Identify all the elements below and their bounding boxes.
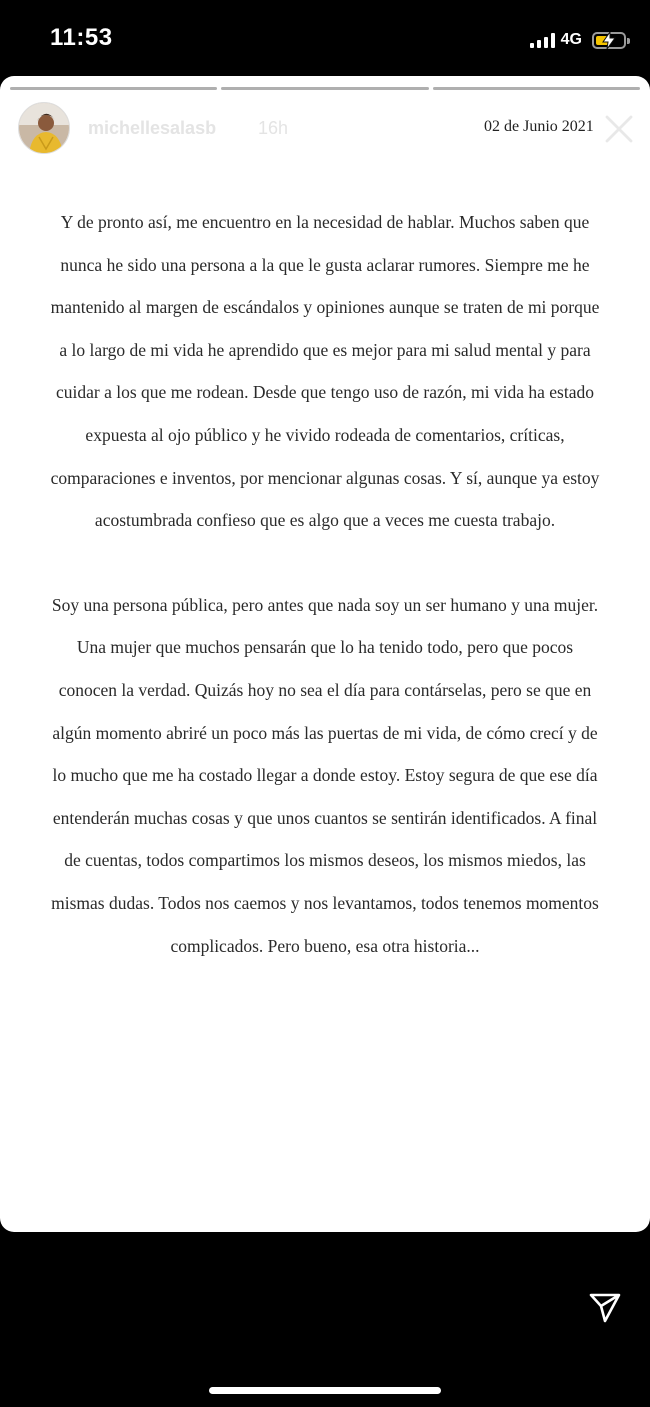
status-indicators — [530, 28, 626, 52]
story-paragraph: Soy una persona pública, pero antes que nada soy un ser humano y una mujer. Una mujer que muchos pensarán que lo ha tenido todo, pero que pocos conocen la verdad. Quizás hoy no sea el día para contárselas, pero se que en algún momento abriré un poco más las puertas de mi vida, de cómo crecí y de lo mucho que me ha costado llegar a donde estoy. Estoy segura de que ese día entenderán muchas cosas y que unos cuantos se sentirán identificados. A final de cuentas, todos compartimos los mismos deseos, los mismos miedos, las mismas dudas. Todos nos caemos y nos levantamos, todos tenemos momentos complicados. Pero bueno, esa otra historia... — [51, 594, 599, 956]
story-paragraph: Y de pronto así, me encuentro en la necesidad de hablar. Muchos saben que nunca he sido una persona a la que le gusta aclarar rumores. Siempre me he mantenido al margen de escándalos y opiniones aunque se traten de mi porque a lo largo de mi vida he aprendido que es mejor para mi salud mental y para cuidar a los que me rodean. Desde que tengo uso de razón, mi vida ha estado expuesta al ojo público y he vivido rodeada de comentarios, críticas, comparaciones e inventos, por mencionar algunas cosas. Y sí, aunque ya estoy acostumbrada confieso que es algo que a veces me cuesta trabajo. — [50, 212, 600, 531]
story-text — [48, 201, 602, 967]
progress-fill — [10, 87, 217, 90]
progress-segment — [433, 87, 640, 90]
network-type: 4G — [560, 31, 582, 48]
status-time: 11:53 — [50, 24, 113, 51]
username[interactable]: michellesalasb — [88, 118, 217, 138]
story-progress — [10, 87, 640, 90]
story-date: 02 de Junio 2021 — [484, 118, 594, 135]
battery-charging-icon — [592, 32, 626, 49]
progress-fill — [433, 87, 640, 90]
status-bar — [0, 0, 650, 78]
home-indicator[interactable] — [209, 1387, 441, 1394]
progress-segment — [221, 87, 428, 90]
bolt-icon — [602, 32, 616, 49]
progress-fill — [221, 87, 428, 90]
progress-segment — [10, 87, 217, 90]
close-icon[interactable] — [602, 112, 636, 146]
story-header — [18, 102, 638, 156]
story-card[interactable] — [0, 76, 650, 1232]
send-icon[interactable] — [588, 1290, 622, 1324]
post-age: 16h — [258, 118, 289, 138]
signal-icon — [530, 32, 555, 48]
avatar[interactable] — [18, 102, 70, 154]
